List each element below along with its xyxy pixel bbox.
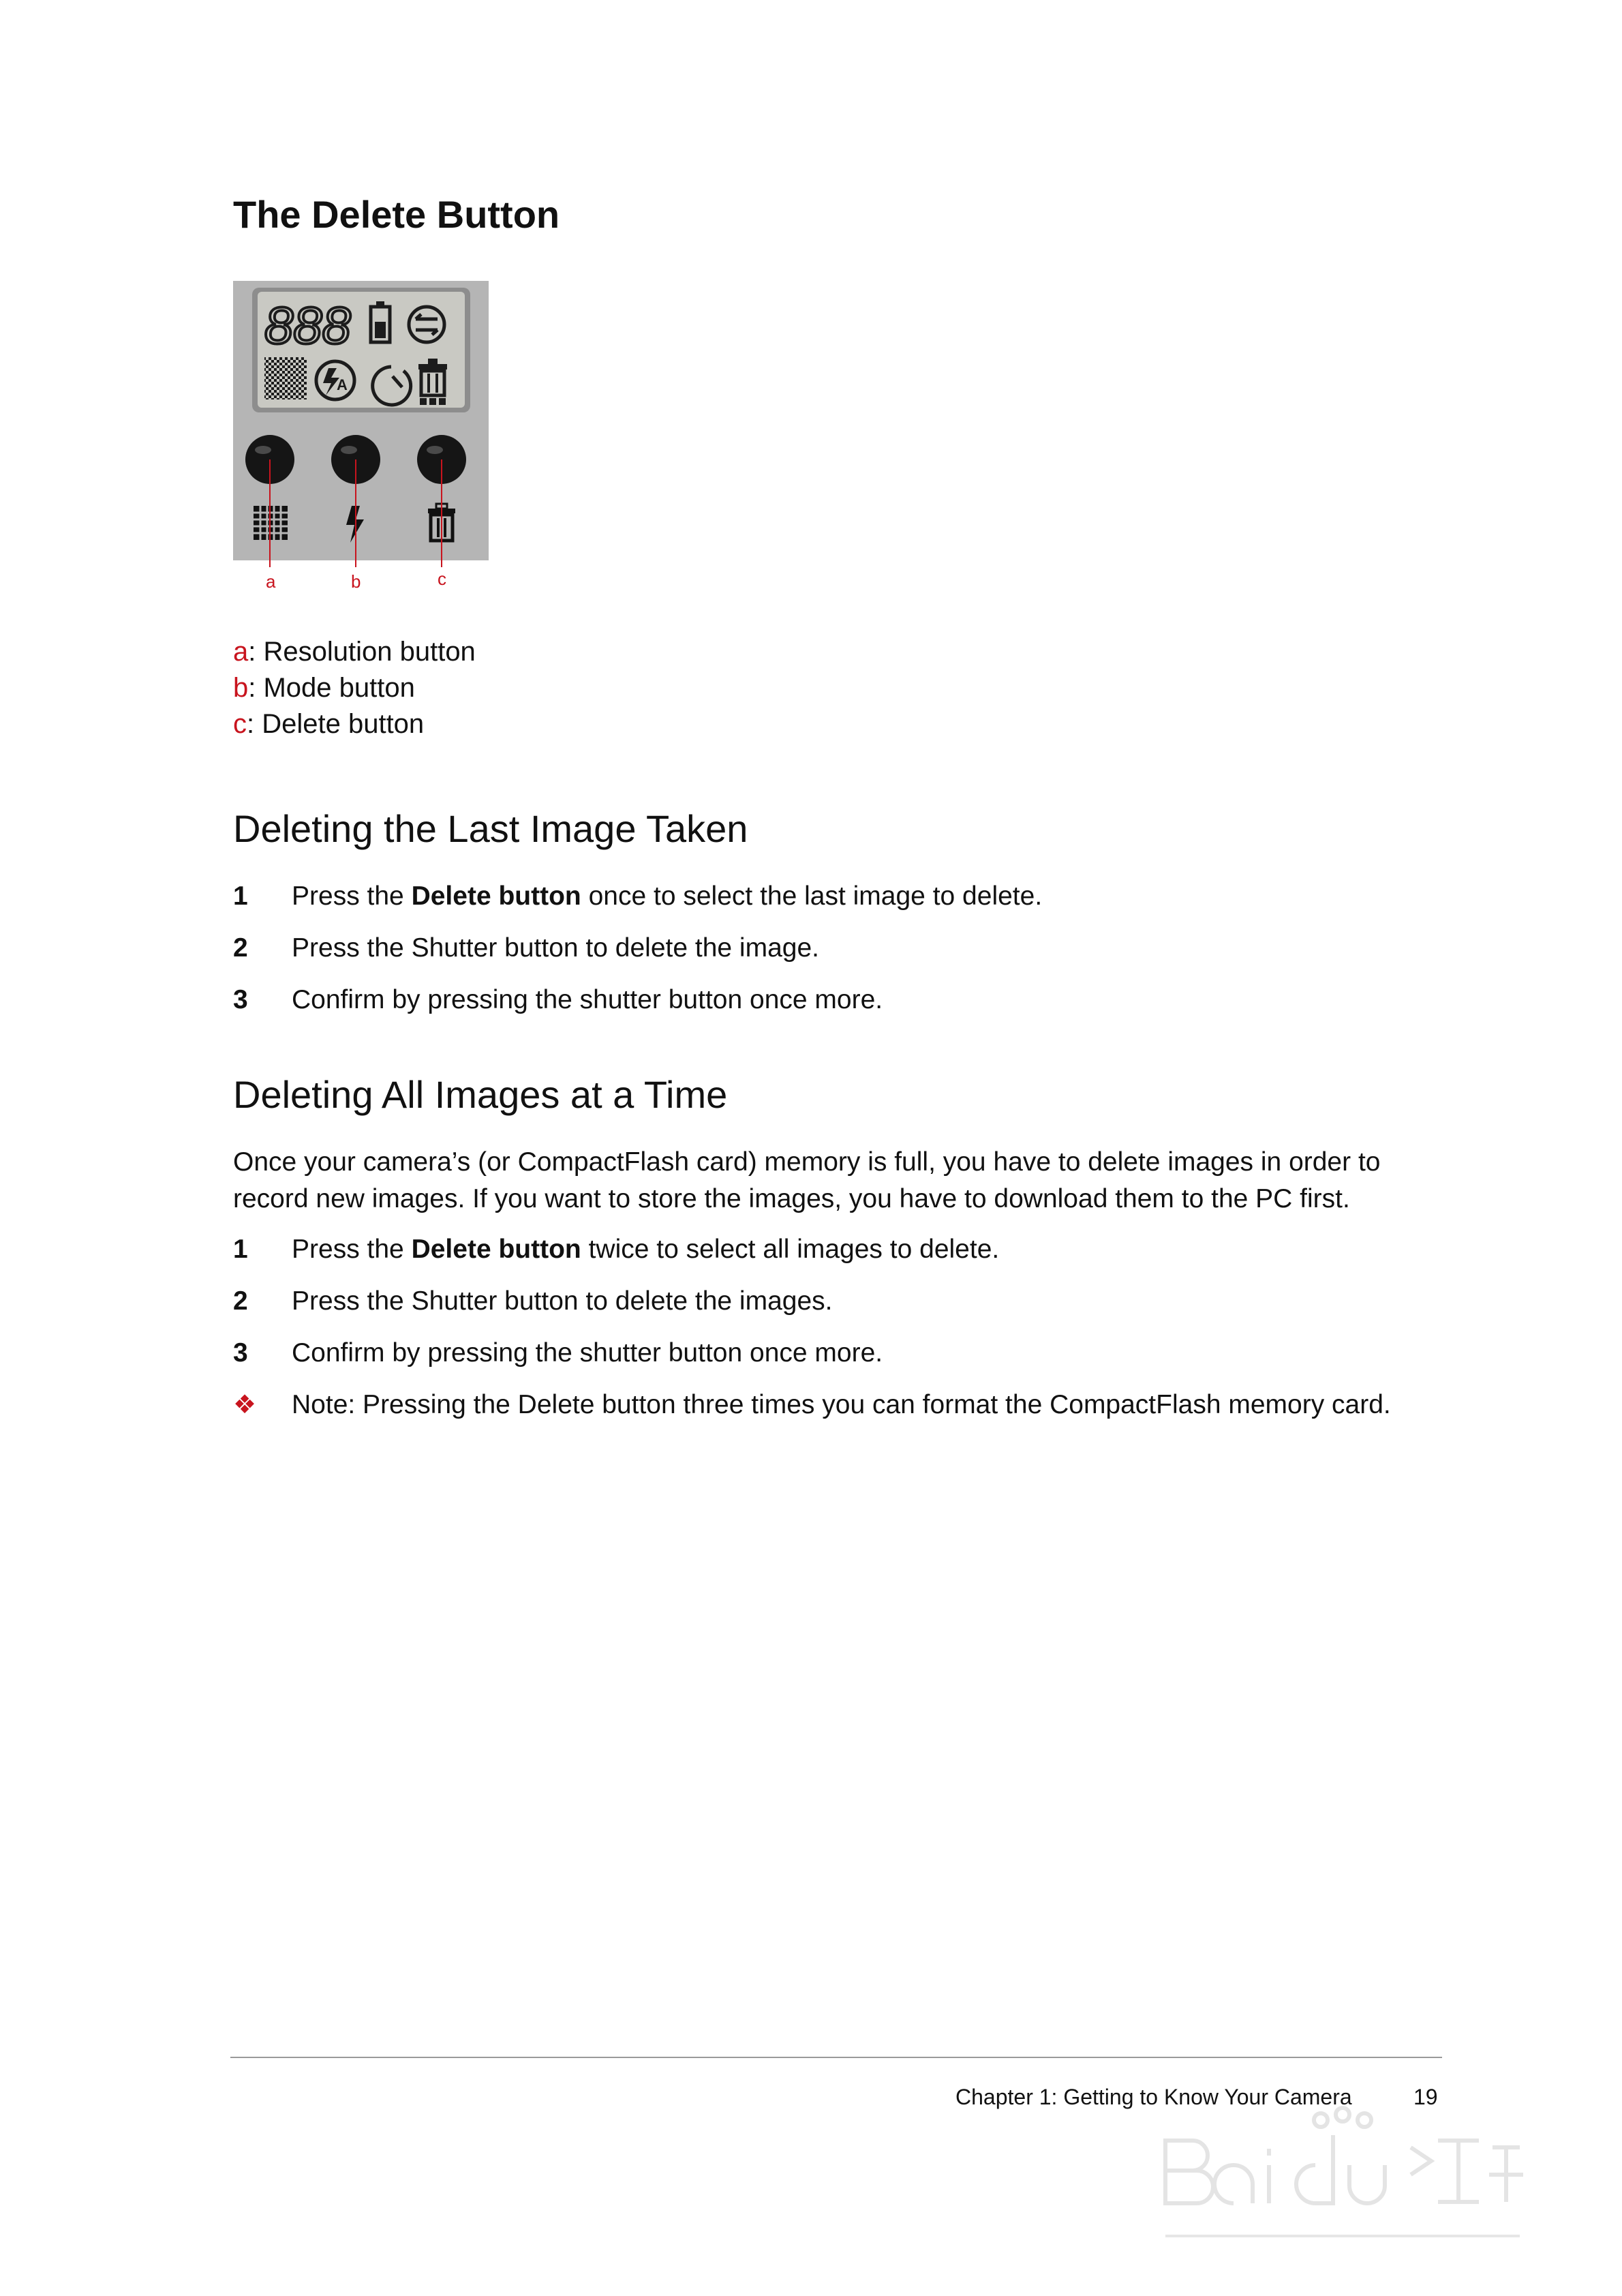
legend-item: c: Delete button	[233, 709, 425, 739]
section-title: The Delete Button	[233, 193, 560, 236]
body-paragraph: Once your camera’s (or CompactFlash card) memory is full, you have to delete images in order to record new images. If you want to store the images, you have to download them to the PC first.	[233, 1147, 1381, 1213]
note-bullet-icon: ❖	[233, 1391, 257, 1419]
legend-item: a: Resolution button	[233, 637, 476, 667]
footer-divider	[230, 2057, 1442, 2058]
resolution-lcd-icon	[264, 357, 307, 399]
svg-text:A: A	[337, 376, 348, 393]
baidu-watermark	[1152, 2100, 1533, 2256]
legend-item: b: Mode button	[233, 673, 415, 703]
lcd-digits: 888	[264, 297, 351, 355]
section-heading: Deleting the Last Image Taken	[233, 807, 748, 850]
callout-b: b	[351, 571, 361, 592]
button-legend	[233, 634, 476, 742]
callout-a: a	[266, 571, 276, 592]
footer-chapter: Chapter 1: Getting to Know Your Camera	[955, 2085, 1352, 2109]
section-heading: Deleting All Images at a Time	[233, 1073, 728, 1116]
callout-c: c	[438, 569, 446, 589]
page-number: 19	[1413, 2085, 1438, 2109]
camera-panel-figure	[233, 281, 489, 601]
